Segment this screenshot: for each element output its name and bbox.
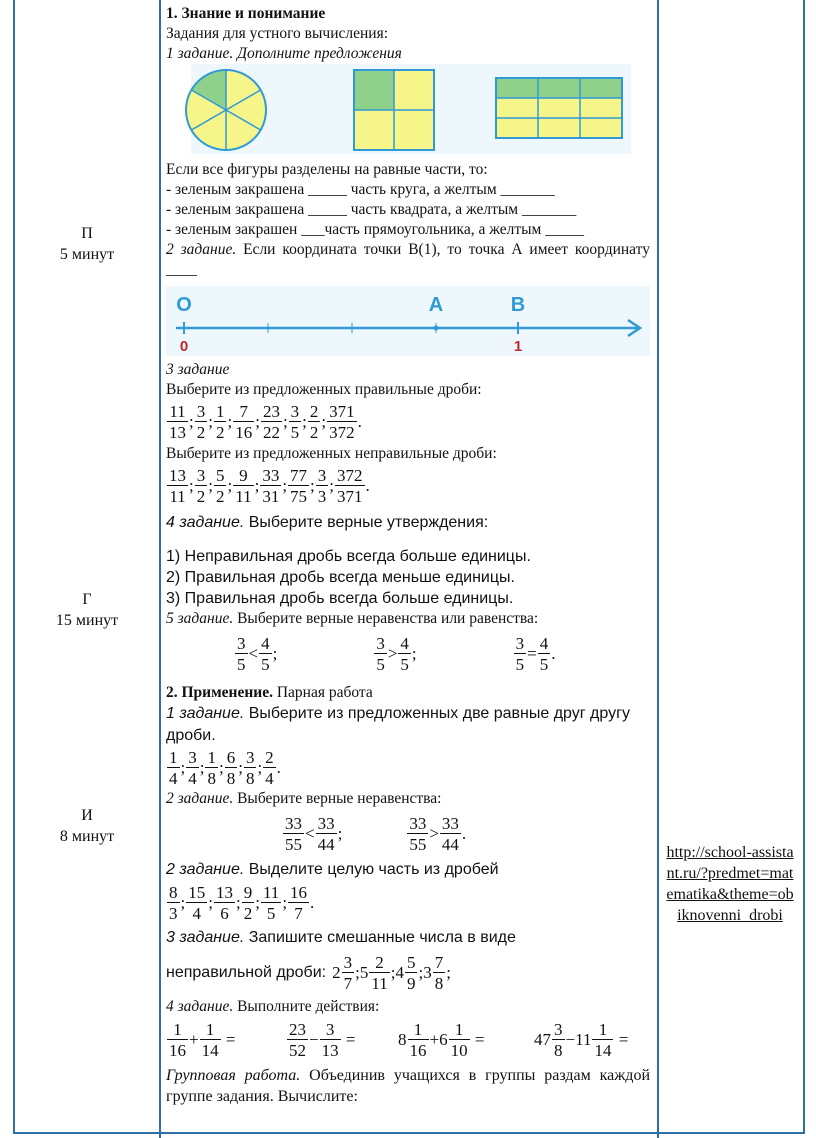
mixed-fraction: 3 7 [343,953,353,993]
separator: ; [355,963,360,982]
stage-letter: Г [82,591,92,608]
point-a-label: A [428,294,444,316]
inequalities-list [166,629,650,679]
fraction: 4 5 [261,634,270,674]
fraction: $\frac{3}{5}$ [515,634,525,674]
operations-row [166,1017,650,1063]
separator: ; [208,893,213,912]
fraction: 15 4 [188,883,206,923]
mixed-fraction: 5 9 [406,953,416,993]
fraction: 77 75 [290,466,308,506]
separator: ; [390,963,396,982]
separator: ; [282,893,288,912]
pair-task-2b-body: Выделите целую часть из дробей [244,861,499,878]
separator: ; [255,412,260,431]
task-5-heading [166,609,650,629]
separator: ; [310,476,315,495]
task-3-prompt-b: Выберите из предложенных неправильные дроби: [166,445,497,462]
rectangle-figure [496,78,622,138]
fraction: 3 3 [317,466,327,506]
separator: ; [199,758,205,777]
stage-cell-g [15,589,159,631]
stage-cell-i [15,805,159,847]
fraction: 8 3 [169,883,178,923]
one-label: 1 [513,338,523,355]
task-2-text [166,240,650,280]
fraction: 5 2 [215,466,225,506]
comparison-operator: = [527,644,537,663]
task-1-heading: 1 задание. Дополните предложения [166,45,402,62]
pair-task-2b-label: 2 задание. [166,861,245,878]
fraction: 23 22 [262,402,280,442]
separator: ; [189,476,194,495]
pair-task-1-body: Выберите из предложенных две равные друг другу дроби. [166,705,630,744]
task-1-line-circle: - зеленым закрашена _____ часть круга, а желтым _______ [166,181,555,198]
comparison [513,635,556,673]
group-work [166,1065,650,1107]
operation-4: 47 3 8 −11 1 14 = [534,1020,629,1060]
task-1-line-square: - зеленым закрашена _____ часть квадрата, а желтым _______ [166,201,577,218]
pair-task-2-label: 2 задание. [166,790,234,807]
fraction-figures [166,64,650,156]
separator: ; [329,476,335,495]
separator: . [551,644,556,663]
comparison [406,815,466,853]
resource-link[interactable]: http://school-assistant.ru/?predmet=matematika&theme=obiknovenni_drobi [666,844,794,924]
comparison-operator: < [248,644,259,663]
separator: ; [257,758,263,777]
separator: . [461,824,467,843]
comparison [282,815,342,853]
separator: . [310,893,315,912]
separator: ; [218,758,224,777]
fraction: 372 371 [337,466,363,506]
column-divider-2 [657,0,659,1138]
section-2-title [166,683,650,703]
circle-figure [186,70,266,150]
pair-task-3-body: Запишите смешанные числа в виде [244,929,516,946]
task-2-label: 2 задание. [166,241,237,258]
operation-2: 23 52 − 3 13 = [289,1020,356,1060]
fraction: 16 7 [290,883,308,923]
separator: ; [255,893,260,912]
group-work-label: Групповая работа. [166,1067,301,1084]
pair-task-3 [166,927,650,949]
task-5-body: Выберите верные неравенства или равенства: [233,610,539,627]
separator: . [357,412,362,431]
operation-3: 8 1 16 +6 1 10 = [398,1020,485,1060]
square-figure [354,70,434,150]
section-2-title-bold: 2. Применение. [166,684,273,701]
separator: ; [411,644,417,663]
pair-task-2b [166,859,650,881]
separator: . [365,476,370,495]
fraction: 33 31 [262,466,280,506]
lesson-content [166,4,650,1107]
separator: ; [227,476,233,495]
mixed-numbers-list [332,954,451,992]
pair-task-2-body: Выберите верные неравенства: [233,790,442,807]
separator: ; [180,893,186,912]
fraction: $\frac{4}{5}$ [539,634,549,674]
fraction: 1 4 [169,748,178,788]
separator: ; [208,412,213,431]
fraction: 3 5 [237,634,246,674]
stage-letter: П [81,225,93,242]
inequalities-2-list [166,809,650,859]
fraction: 3 4 [188,748,197,788]
zero-label: 0 [179,338,189,355]
separator: . [276,758,281,777]
operation-1: 1 16 + 1 14 = [169,1020,236,1060]
separator: ; [418,963,424,982]
task-4-heading [166,512,650,534]
fraction: 11 5 [262,883,280,923]
fraction: 9 11 [235,466,252,506]
comparison-operator: < [305,824,315,843]
fraction: 11 13 [169,402,186,442]
improper-fractions-list [166,464,650,508]
task-3-prompt-a: Выберите из предложенных правильные дроби: [166,381,482,398]
section-1-title: 1. Знание и понимание [166,5,326,22]
mixed-whole: 3 [423,963,432,982]
section-2-title-rest: Парная работа [272,684,373,701]
pair-task-3-label: 3 задание. [166,929,245,946]
separator: ; [337,824,343,843]
fraction: 33 55 [409,814,427,854]
whole-part-fractions-list [166,881,650,925]
equal-fractions-list [166,747,650,789]
stage-letter: И [81,807,93,824]
comparison-operator: > [429,824,439,843]
mixed-fraction: 7 8 [434,953,444,993]
fraction: 371 372 [329,402,355,442]
comparison [373,635,416,673]
pair-task-4-body: Выполните действия: [233,998,380,1015]
number-line [166,286,650,358]
separator: ; [235,893,241,912]
fraction: 7 16 [235,402,253,442]
fraction: 1 8 [207,748,216,788]
proper-fractions-list [166,400,650,444]
task-5-label: 5 задание. [166,610,234,627]
mixed-whole: 4 [395,963,404,982]
pair-task-1 [166,703,646,747]
comparison [234,635,277,673]
statement-2: 2) Правильная дробь всегда меньше единицы. [166,569,515,586]
separator: ; [272,644,278,663]
mixed-numbers-row [166,949,650,997]
statement-1: 1) Неправильная дробь всегда больше единицы. [166,548,531,565]
fraction: 2 2 [309,402,319,442]
stage-cell-p [15,223,159,265]
fraction: 3 5 [376,634,385,674]
fraction: 13 11 [169,466,186,506]
separator: ; [189,412,194,431]
fraction: 9 2 [243,883,253,923]
fraction: 33 44 [441,814,459,854]
fraction: 2 4 [265,748,274,788]
statement-3: 3) Правильная дробь всегда больше единицы. [166,590,514,607]
fraction: 33 44 [317,814,335,854]
separator: ; [208,476,213,495]
fraction: 3 2 [196,466,206,506]
task-1-line-rectangle: - зеленым закрашен ___часть прямоугольника, а желтым _____ [166,221,584,238]
separator: ; [180,758,186,777]
mixed-whole: 2 [332,963,341,982]
pair-task-4-label: 4 задание. [166,998,234,1015]
pair-task-4 [166,997,650,1017]
fraction: 1 2 [215,402,225,442]
task-4-label: 4 задание. [166,514,245,531]
point-o-label: O [176,294,192,316]
separator: ; [446,963,451,982]
task-2-body: Если координата точки В(1), то точка А имеет координату ____ [166,241,650,278]
fraction: 3 2 [196,402,206,442]
separator: ; [254,476,260,495]
point-b-label: B [510,294,526,316]
section-1-subtitle: Задания для устного вычисления: [166,25,389,42]
separator: ; [227,412,233,431]
fraction: 4 5 [400,634,409,674]
pair-task-2 [166,789,650,809]
task-4-body: Выберите верные утверждения: [244,514,489,531]
fraction: 13 6 [215,883,233,923]
pair-task-1-label: 1 задание. [166,705,245,722]
task-1-condition: Если все фигуры разделены на равные части, то: [166,161,488,178]
fraction: 3 5 [290,402,300,442]
stage-time: 5 минут [59,246,115,263]
separator: ; [302,412,307,431]
stage-time: 8 минут [59,828,115,845]
square-green-part [354,70,394,110]
separator: ; [282,476,288,495]
separator: ; [321,412,327,431]
separator: ; [282,412,288,431]
mixed-whole: 5 [359,963,369,982]
comparison-operator: > [387,644,398,663]
fraction: 6 8 [226,748,236,788]
separator: ; [238,758,243,777]
rectangle-green-part [496,78,622,98]
group-work-body: Объединив учащихся в группы раздам каждой группе задания. Вычислите: [166,1067,651,1105]
column-divider-1 [159,0,161,1138]
task-3-label: 3 задание [166,361,230,378]
mixed-fraction: 2 11 [371,953,388,993]
fraction: 3 8 [245,748,255,788]
mixed-numbers-prompt: неправильной дроби: [166,964,327,981]
fraction: 33 55 [285,814,302,854]
stage-time: 15 минут [55,612,119,629]
